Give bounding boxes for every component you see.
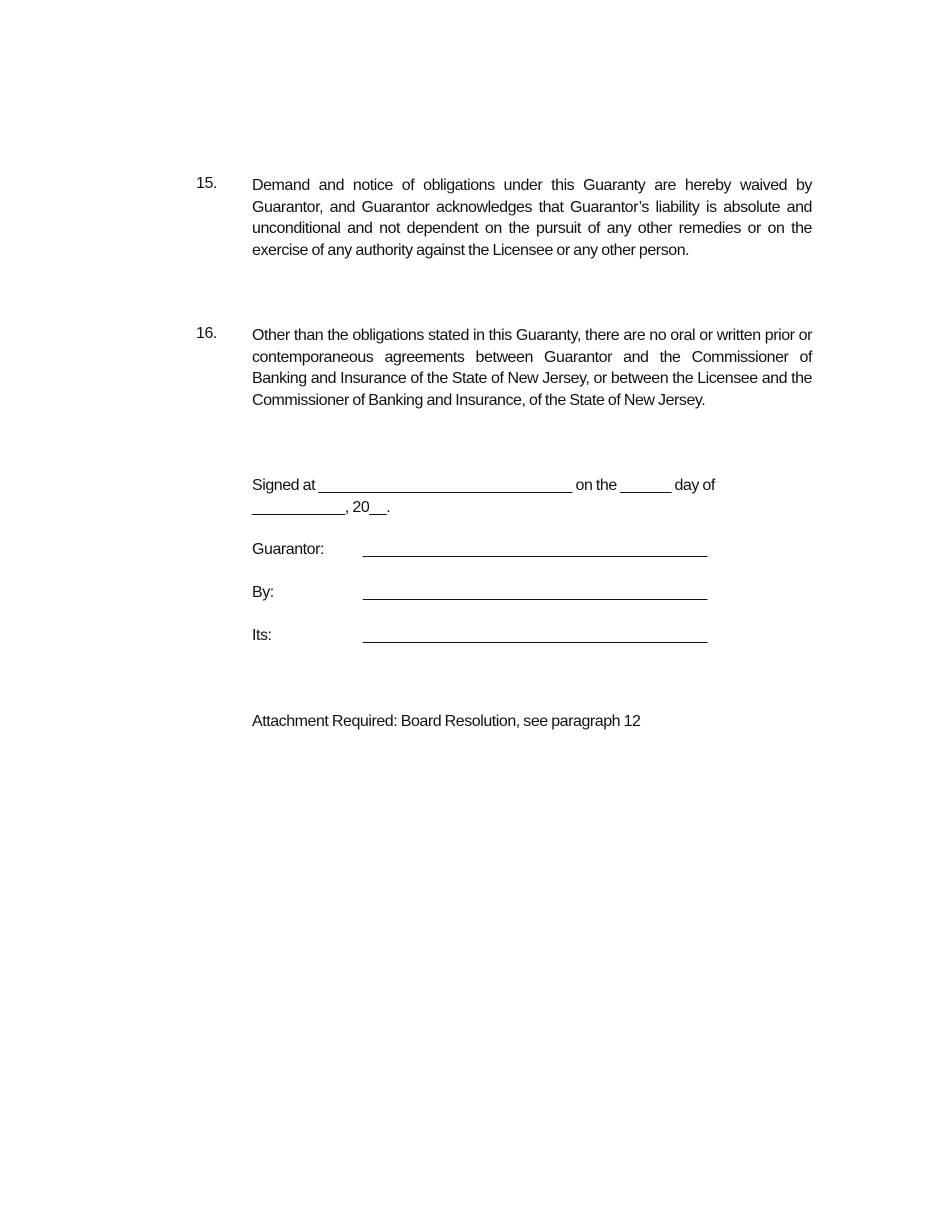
guarantor-signature-line: ________________________________________ [363,541,707,558]
attachment-note: Attachment Required: Board Resolution, see paragraph 12 [252,713,641,730]
by-signature-line: ________________________________________ [363,584,707,601]
paragraph-16 [196,325,812,411]
by-label: By: [252,584,274,601]
paragraph-number: 15. [196,175,217,192]
paragraph-text: Other than the obligations stated in this Guaranty, there are no oral or written prior or contemporaneous agreements between Guarantor and the Commissioner of Banking and Insurance of the State of New Jersey, or between the Licensee and the Commissioner of Banking and Insurance, of the State of New Jersey. [252,327,812,409]
its-signature-row [252,625,812,647]
paragraph-number: 16. [196,325,217,342]
paragraph-15 [196,175,812,261]
paragraph-text: Demand and notice of obligations under this Guaranty are hereby waived by Guarantor, and Guarantor acknowledges that Guarantor’s liability is absolute and unconditional and not dependent on the pursuit of any other remedies or on the exercise of any authority against the Licensee or any other person. [252,177,812,259]
signed-at-line: Signed at ______________________________ on the ______ day of ___________, 20__. [252,477,715,516]
guarantor-signature-row [252,539,812,561]
by-signature-row [252,582,812,604]
its-signature-line: ________________________________________ [363,627,707,644]
its-label: Its: [252,627,272,644]
guarantor-label: Guarantor: [252,541,324,558]
